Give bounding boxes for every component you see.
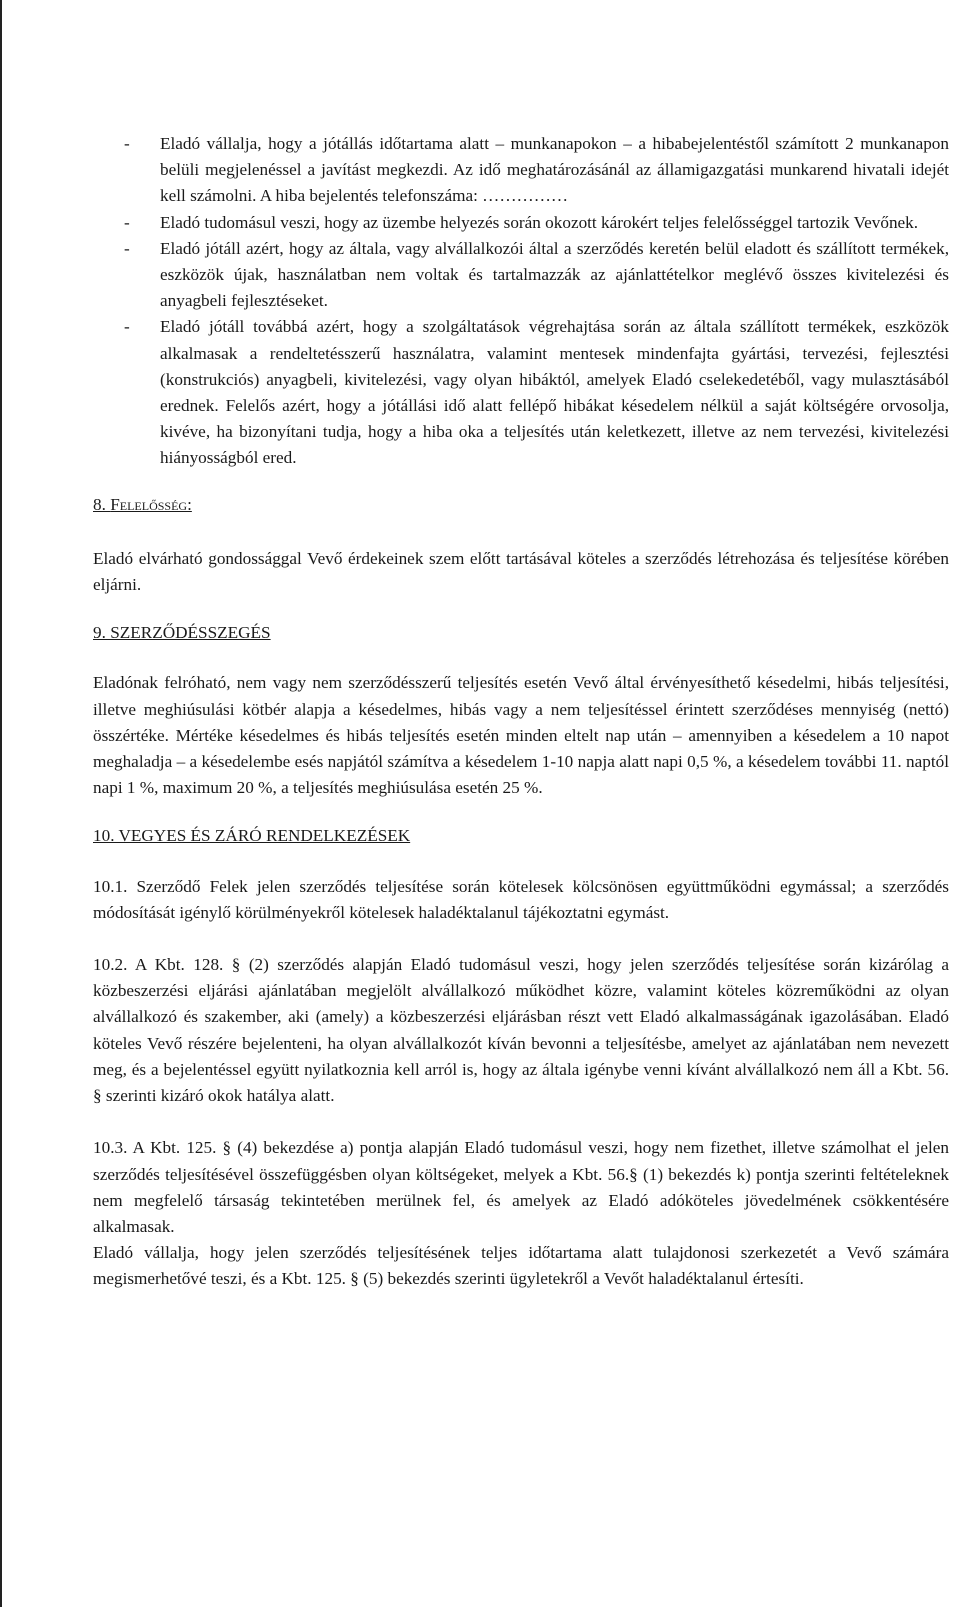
list-item [93, 314, 949, 471]
bullet-text: Eladó jótáll azért, hogy az általa, vagy alvállalkozói által a szerződés keretén belül eladott és szállított termékek, eszközök újak, használatban nem voltak és tartalmazzák az ajánlattételkor meglévő összes kivitelezési és anyagbeli fejlesztéseket. [160, 238, 949, 311]
paragraph-10-3-continued: Eladó vállalja, hogy jelen szerződés teljesítésének teljes időtartama alatt tulajdonosi szerkezetét a Vevő számára megismerhetővé teszi, és a Kbt. 125. § (5) bekezdés szerinti ügyletekről a Vevőt haladéktalanul értesíti. [93, 1243, 949, 1289]
paragraph-10-1: 10.1. Szerződő Felek jelen szerződés teljesítése során kötelesek kölcsönösen együttműködni egymással; a szerződés módosítását igénylő körülményekről kötelesek haladéktalanul tájékoztatni egymást. [93, 876, 949, 922]
warranty-bullet-list [93, 131, 949, 472]
section-8-heading [93, 492, 949, 518]
list-item [93, 236, 949, 315]
bullet-text: Eladó vállalja, hogy a jótállás időtartama alatt – munkanapokon – a hibabejelentéstől számított 2 munkanapon belüli megjelenéssel a javítást megkezdi. Az idő meghatározásánál az államigazgatási munkarend hivatali idejét kell számolni. A hiba bejelentés telefonszáma: …………… [160, 134, 949, 206]
section-8-title: Felelősség: [110, 494, 192, 514]
section-9-text: Eladónak felróható, nem vagy nem szerződésszerű teljesítés esetén Vevő által érvényesíthető késedelmi, hibás teljesítési, illetve meghiúsulási kötbér alapja a késedelmes, hibás vagy a nem teljesítéssel érintett szerződéses mennyiség (nettó) összértéke. Mértéke késedelmes és hibás teljesítés esetén minden eltelt nap után – amennyiben a késedelem a 10 napot meghaladja – a késedelembe esés napjától számítva a késedelem 1-10 napja alatt napi 0,5 %, a késedelem további 11. naptól napi 1 %, maximum 20 %, a teljesítés meghiúsulása esetén 25 %. [93, 673, 949, 798]
list-item [93, 210, 949, 236]
section-8-number: 8. [93, 494, 111, 514]
page-left-border [0, 0, 2, 1607]
bullet-dash: - [124, 212, 130, 232]
section-10-title: 10. VEGYES ÉS ZÁRÓ RENDELKEZÉSEK [93, 826, 411, 846]
bullet-dash: - [124, 134, 130, 153]
bullet-dash: - [124, 238, 130, 258]
section-10-heading [93, 823, 949, 849]
section-9-heading [93, 620, 949, 646]
section-9-title: 9. SZERZŐDÉSSZEGÉS [93, 623, 271, 643]
paragraph-10-2: 10.2. A Kbt. 128. § (2) szerződés alapján Eladó tudomásul veszi, hogy jelen szerződés teljesítése során kizárólag a közbeszerzési eljárási ajánlatában megjelölt alvállalkozó működhet közre, valamint köteles közreműködni az olyan alvállalkozó és szakember, aki (amely) a közbeszerzési eljárásban részt vett Eladó alkalmasságának igazolásában. Eladó köteles Vevő részére bejelenteni, ha olyan alvállalkozót kíván bevonni a teljesítésbe, amelyet az ajánlatában nem nevezett meg, és a bejelentéssel együtt nyilatkoznia kell arról is, hogy az általa igénybe venni kívánt alvállalkozó nem áll a Kbt. 56. § szerinti kizáró okok hatálya alatt. [93, 955, 949, 1106]
document-page [93, 131, 949, 1293]
list-item [93, 131, 949, 210]
bullet-dash: - [124, 317, 130, 337]
paragraph-10-3: 10.3. A Kbt. 125. § (4) bekezdése a) pontja alapján Eladó tudomásul veszi, hogy nem fizethet, illetve számolhat el jelen szerződés teljesítésével összefüggésben olyan költségeket, melyek a Kbt. 56.§ (1) bekezdés k) pontja szerinti feltételeknek nem megfelelő társaság tekintetében merülnek fel, és amelyek az Eladó adóköteles jövedelmének csökkentésére alkalmasak. [93, 1138, 949, 1236]
bullet-text: Eladó jótáll továbbá azért, hogy a szolgáltatások végrehajtása során az általa szállított termékek, eszközök alkalmasak a rendeltetésszerű használatra, valamint mentesek mindenfajta gyártási, tervezési, fejlesztési (konstrukciós) anyagbeli, kivitelezési, vagy olyan hibáktól, amelyek Eladó cselekedetéből, vagy mulasztásából erednek. Felelős azért, hogy a jótállási idő alatt fellépő hibákat késedelem nélkül a saját költségére orvosolja, kivéve, ha bizonyítani tudja, hogy a hiba oka a teljesítés után keletkezett, illetve az nem tervezési, kivitelezési hiányosságból ered. [160, 317, 949, 468]
section-8-text: Eladó elvárható gondossággal Vevő érdekeinek szem előtt tartásával köteles a szerződés létrehozása és teljesítése körében eljárni. [93, 548, 949, 595]
bullet-text: Eladó tudomásul veszi, hogy az üzembe helyezés során okozott károkért teljes felelősséggel tartozik Vevőnek. [160, 212, 919, 232]
